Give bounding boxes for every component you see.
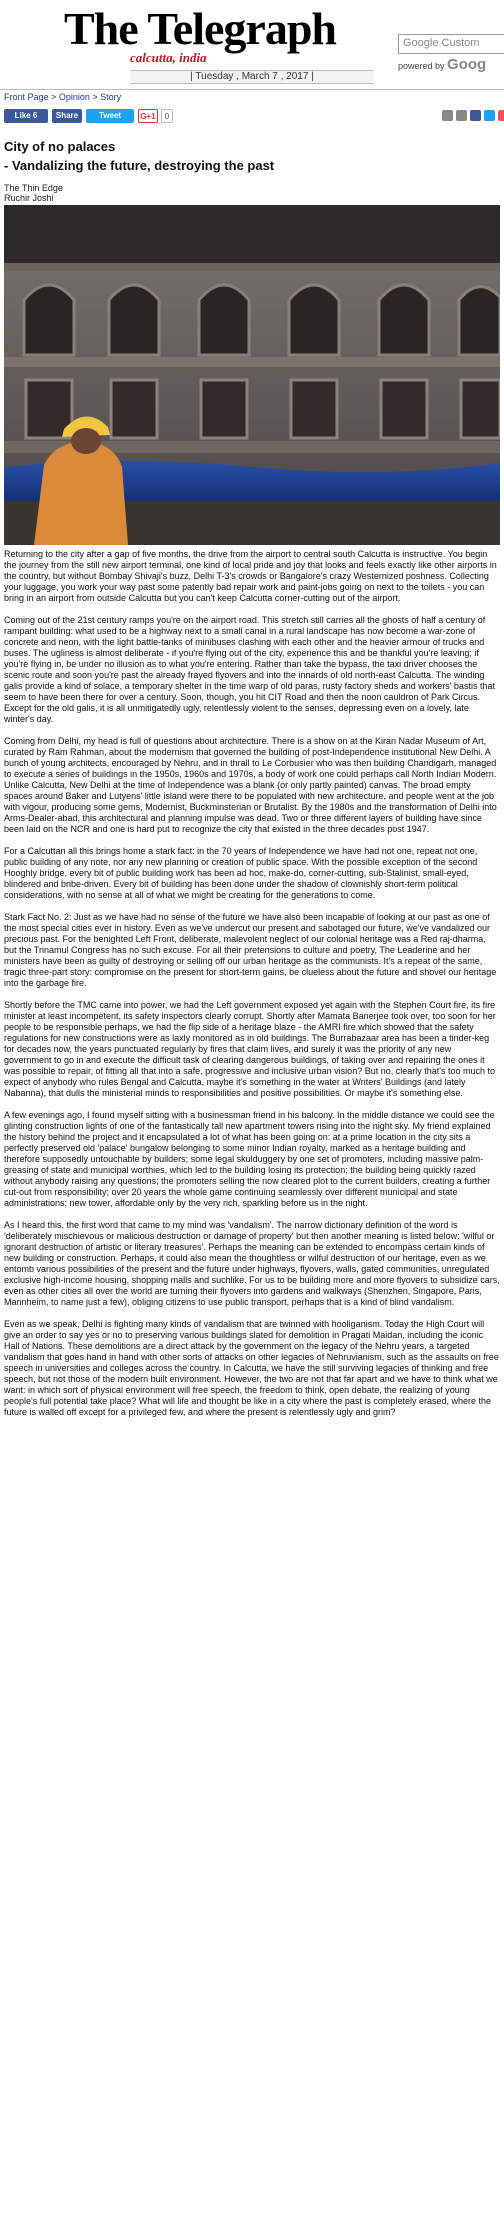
print-icon[interactable]	[456, 110, 467, 121]
more-share-icon[interactable]	[498, 110, 504, 121]
breadcrumb-opinion[interactable]: Opinion	[58, 92, 90, 102]
breadcrumb	[4, 92, 121, 103]
breadcrumb-front-page[interactable]: Front Page	[4, 92, 49, 102]
facebook-like-button[interactable]: Like 6	[4, 109, 48, 123]
share-bar	[4, 108, 500, 124]
article-subtitle: - Vandalizing the future, destroying the past	[4, 158, 275, 173]
article-photo	[4, 205, 500, 545]
date-bar: | Tuesday , March 7 , 2017 |	[130, 70, 374, 84]
heritage-building-photo	[4, 205, 500, 545]
article-paragraph: As I heard this, the first word that came to my mind was 'vandalism'. The narrow dictionary definition of the word is 'deliberately mischievous or malicious destruction or damage of property' but then another meaning is listed below: 'wilful or ignorant destruction of artistic or literary treasures'. Perhaps the meaning can be extended to encompass certain kinds of new building or construction. Perhaps, it could also mean the thoughtless or wilful destruction of our heritage, even as we entomb various possibilities of the present and the future under highways, flyovers, walls, gated communities, unregulated exclusive high-income housing, shopping malls and suchlike. For us to be building more and more flyovers to subsidize cars, even as other cities all over the world are turning their flyovers into gardens and walkways (Shenzhen, Singapore, Paris, Mannheim, to name just a few), obliging citizens to use public transport, perhaps that is a kind of blind vandalism.	[4, 1220, 500, 1307]
article-paragraph: Shortly before the TMC came into power, we had the Left government exposed yet again with the Stephen Court fire, its fire minister at least incompetent, its safety inspectors clearly corrupt. Shortly after Mamata Banerjee took over, too soon for her people to be responsible perhaps, we had the flip side of a heritage blaze - the AMRI fire which showed that the safety regulations for new constructions were as laxly monitored as in old buildings. The Burrabazaar area has been a tinder-keg for decades now, the years punctuated regularly by fires that claim lives, and surely it was the priority of any new government to go in and execute the difficult task of clearing dangerous buildings, of taking over and repairing the ones it was possible to repair, of fitting all that into a safe, progressive and inclusive urban vision? But no, clearly that's too much to expect of anybody who rules Bengal and Calcutta, maybe it's something in the water at Writers' Buildings (and lately Nabanna), that dulls the ministerial minds to responsibilities and positive possibilities. Or maybe it's something else.	[4, 1000, 496, 1098]
google-plus-count: 0	[161, 109, 173, 123]
powered-by-label	[398, 56, 487, 73]
facebook-icon[interactable]	[470, 110, 481, 121]
author-name: Ruchir Joshi	[4, 193, 54, 203]
search-placeholder: Google Custom	[403, 37, 480, 49]
search-input[interactable]	[398, 34, 504, 54]
masthead-logo[interactable]: The Telegraph	[64, 3, 337, 54]
article-paragraph: Returning to the city after a gap of five months, the drive from the airport to central south Calcutta is instructive. You begin the journey from the still new airport terminal, one kind of local pride and joy that looks and feels exactly like other airports in the country, but without Bombay Shivaji's buzz, Delhi T-3's crowds or Bangalore's crazy Westernized poshness. Collecting your luggage, you work your way past some patently bad repair work and paint-jobs going on next to the toilets - you can bring in an airport from outside Calcutta but you can't keep Calcutta corner-cutting out of the airport.	[4, 549, 497, 603]
article-paragraph: A few evenings ago, I found myself sitting with a businessman friend in his balcony. In the middle distance we could see the glinting construction lights of one of the fantastically tall new apartment towers rising into the night sky. My friend explained the history behind the project and it encapsulated a lot of what has been going on: at a prime location in the city sits a perfectly preserved old 'palace' bungalow belonging to some minor Indian royalty, marked as a heritage building and therefore supposedly untouchable by builders; some legal skulduggery by one set of promoters, including massive palm-greasing of state and municipal worthies, which led to the building losing its protection; the building being quickly razed without anybody raising any questions; the promoters selling the now cleared plot to the current builders, creating a further cut-out from responsibility; over 20 years the whole game continuing seamlessly over different municipal and state administrations; new tower, affordable only by the very rich, sparkling before us in the night.	[4, 1110, 495, 1208]
google-logo: Goog	[447, 56, 487, 73]
article-paragraph: Coming out of the 21st century ramps you're on the airport road. This stretch still carries all the ghosts of half a century of rampant building: what used to be a highway next to a small canal in a rural landscape has now become a war-zone of concrete and neon, with the light battle-tanks of minibuses clashing with each other and the heavier armour of trucks and buses. The ugliness is almost deliberate - if you're flying out of the city, experience this and be thankful you're leaving; if you're flying in, be under no illusion as to what you're entering. Rather than take the bypass, the taxi driver chooses the scenic route and soon you're past the already frayed flyovers and into the innards of old north-east Calcutta. The winding galis provide a kind of solace, a temporary shelter in the time warp of old paras, rusty factory sheds and workers' bastis that seem to have been there for over a century. Soon, though, you hit CIT Road and then the noon cauldron of Park Circus. Except for the old galis, it is all unmitigatedly ugly, relentlessly violent to the senses, depressing even on a lovely, late winter's day.	[4, 615, 495, 724]
google-plus-button[interactable]: G+1	[138, 109, 158, 123]
article-body	[4, 549, 500, 1429]
tweet-button[interactable]: Tweet	[86, 109, 134, 123]
site-header	[0, 0, 504, 88]
article-paragraph: Even as we speak, Delhi is fighting many kinds of vandalism that are twinned with hooliganism. Today the High Court will give an order to say yes or no to preserving various buildings slated for demolition in Pragati Maidan, including the iconic Hall of Nations. These demolitions are a direct attack by the government on the legacy of the Nehru years, a targeted vandalism that goes hand in hand with other sorts of attacks on other legacies of Nehruvianism, such as the assaults on free speech in universities and colleges across the country. In Calcutta, we have the still surviving legacies of thinking and free speech, but not those of the modern built environment. However, the two are not that far apart and we have to think what we want: in which sort of physical environment will free speech, the freedom to think, open debate, the realizing of young people's full potential take place? What will life and thought be like in a city where the past is completely erased, where the future is walled off except for a privileged few, and where the present is relentlessly ugly and grim?	[4, 1319, 499, 1417]
facebook-share-button[interactable]: Share	[52, 109, 82, 123]
divider	[0, 89, 504, 90]
powered-by-text: powered by	[398, 61, 445, 71]
article-title: City of no palaces	[4, 139, 116, 154]
article-paragraph: Stark Fact No. 2: Just as we have had no sense of the future we have also been incapable of looking at our past as one of the most special cities ever in history. Even as we've undercut our present and sabotaged our future, we've vandalized our precious past. For the benighted Left Front, deliberate, malevolent neglect of our colonial heritage was a Red raj-dharma, but the Trinamul Congress has no such excuse. For all their pretensions to culture and poetry, The Leaderine and her ministers have been as guilty of destroying or selling off our urban heritage as the communists. It's a repeat of the same, tragic three-part story: compromise on the present for short-term gains, be clueless about the future and shovel our heritage into the garbage fire.	[4, 912, 497, 988]
masthead-city: calcutta, india	[130, 50, 207, 65]
breadcrumb-separator: >	[92, 92, 98, 102]
breadcrumb-story[interactable]: Story	[100, 92, 122, 102]
article-paragraph: For a Calcuttan all this brings home a stark fact: in the 70 years of Independence we have had not one, repeat not one, public building of any note, nor any new planning or creation of public space. With the possible exception of the second Hooghly bridge, every bit of public building work has been ad hoc, make-do, corner-cutting, sub-Stalinist, small-eyed, blindered and bribe-driven. Every bit of building has been done under the shadow of clownishly short-term political considerations, with no sense at all of what we might be creating for the generations to come.	[4, 846, 478, 900]
breadcrumb-separator: >	[51, 92, 57, 102]
twitter-icon[interactable]	[484, 110, 495, 121]
article-paragraph: Coming from Delhi, my head is full of questions about architecture. There is a show on at the Kiran Nadar Museum of Art, curated by Ram Rahman, about the modernism that governed the building of post-Independence institutional New Delhi. A bunch of young architects, encouraged by Nehru, and in thrall to Le Corbusier who was then building Chandigarh, managed to execute a series of buildings in the 1950s, 1960s and 1970s, a body of work one could perhaps call North Indian Modern. Unlike Calcutta, New Delhi at the time of Independence was a blank (or only partly painted) canvas. The broad empty spaces around Baker and Lutyens' little island were there to be populated with new architecture, and people went at the job with vigour, producing some gems, Modernist, Buckminsterian or Brutalist. By the 1980s and the transformation of Delhi into Arms-Dealer-abad, this architectural and planning impulse was dead. Two or three different layers of building have since been laid on the NCR and one is hard put to recognize the city that existed in the three decades post 1947.	[4, 736, 497, 834]
column-name: The Thin Edge	[4, 183, 63, 193]
email-icon[interactable]	[442, 110, 453, 121]
